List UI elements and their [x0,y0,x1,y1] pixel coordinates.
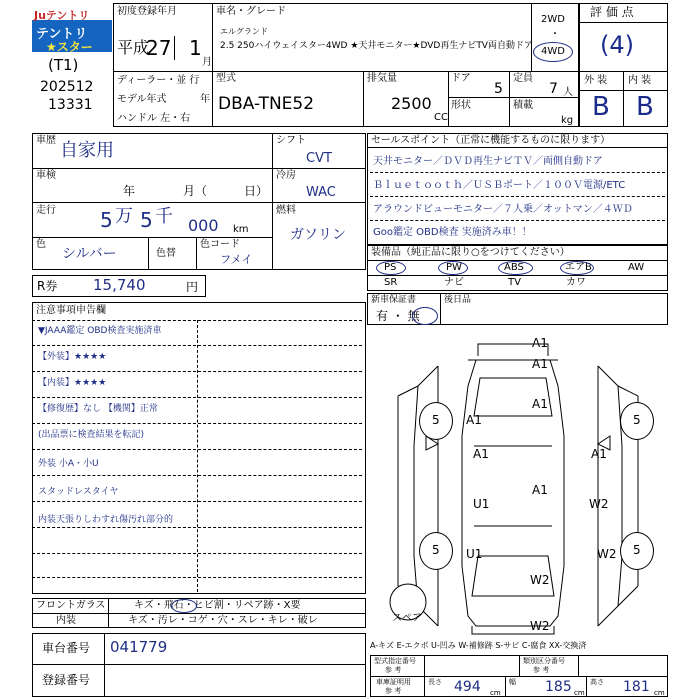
type-value: DBA-TNE52 [218,94,315,114]
interior-grade: B [636,92,654,122]
form-label: 型式指定番号 [374,657,416,665]
note-line: (出品票に検査結果を転記) [38,430,145,440]
equip-ps: PS [384,262,397,273]
doors-value: 5 [494,81,503,97]
damage-mark: A1 [532,397,548,411]
dealer-label: ディーラー・並 行 [117,75,200,86]
reg-year: 27 [146,36,172,60]
equip-abs: ABS [504,262,524,273]
exterior-grade: B [592,92,610,122]
glass-items: キズ・飛石・ヒビ割・リペア跡・X要 [134,600,301,611]
sales-point-line: 天井モニター／ＤＶＤ再生ナビＴＶ／両側自動ドア [373,156,603,167]
tire-mark: 5 [633,413,641,427]
color-code-label: 色コード [200,239,240,250]
shift-value: CVT [306,151,332,166]
doors-label: ドア [451,73,471,84]
glass-label: フロントガラス [36,600,106,611]
exterior-label: 外 装 [584,75,608,86]
equip-airbag-circle [560,261,594,275]
notes-label: 注意事項申告欄 [36,305,106,316]
tire-mark: 5 [432,413,440,427]
equip-abs-circle [498,261,533,275]
sales-point-line: アラウンドビューモニター／７人乗／オットマン／４ＷＤ [373,204,633,215]
equip-sr: SR [384,277,398,288]
height-label: 高さ [590,678,604,686]
mileage-unit: km [233,224,249,235]
ac-value: WAC [306,185,336,200]
note-line: 内装天張りしわすれ傷汚れ部分的 [38,515,174,525]
damage-mark: U1 [466,547,483,561]
equip-aw: AW [628,262,645,273]
type-label: 型式 [216,73,236,84]
damage-mark: U1 [473,497,490,511]
displacement-unit: CC [434,112,448,123]
fuel-value: ガソリン [290,227,346,243]
damage-mark: W2 [597,547,617,561]
damage-mark: W2 [530,573,550,587]
recycle-label: R券 [37,279,58,293]
tire-mark: 5 [432,543,440,557]
model-year-unit: 年 [200,94,210,105]
inspection-day: 日） [244,184,269,198]
note-line: 【修復歴】なし 【機関】正常 [38,404,158,414]
damage-mark: W2 [589,497,609,511]
era: 平成 [117,38,150,57]
damage-mark: A1 [473,447,489,461]
drive-4wd: 4WD [541,46,565,57]
class-label: 類別区分番号 [523,657,565,665]
note-line: スタッドレスタイヤ [38,487,119,497]
width-unit: cm [574,689,585,697]
car-name-label: 車名・グレード [216,6,286,17]
color-code-value: フメイ [220,253,253,266]
lot-number: 13331 [48,97,93,113]
equip-pw: PW [446,262,462,273]
note-line: 【内装】★★★★ [38,378,107,388]
logo-text-star: ★スター [46,40,93,54]
recycle-unit: 円 [186,280,199,294]
length-value: 494 [454,679,481,695]
capacity-value: 7 [549,81,558,97]
first-reg-label: 初度登録年月 [117,6,177,17]
equip-ps-circle [376,261,406,275]
capacity-unit: 人 [563,87,573,98]
sales-points-label: セールスポイント（正常に機能するものに限ります） [371,135,611,146]
width-label: 幅 [509,678,516,686]
displacement-label: 排気量 [367,73,397,84]
class-sub: 参 考 [533,666,550,674]
form-sub: 参 考 [385,666,402,674]
model-year-label: モデル年式 [117,94,167,105]
chassis-label: 車台番号 [42,641,91,655]
equip-pw-circle [438,261,468,275]
reg-month-unit: 月 [202,57,212,68]
drive-4wd-circle [533,42,573,62]
history-label: 車歴 [36,135,56,146]
car-damage-diagram [368,326,668,636]
inspection-year: 年 [123,184,136,198]
damage-mark: W2 [530,619,550,633]
color-change-label: 色替 [156,248,176,259]
fuel-label: 燃料 [276,205,296,216]
note-line: ▼JAAA鑑定 OBD検査実施済車 [38,326,162,336]
load-unit: kg [561,115,574,126]
tentori-logo [32,6,112,52]
warranty-value: 有 ・ 無 [376,309,420,323]
sales-point-line: Ｂｌｕｅｔｏｏｔｈ／ＵＳＢポート／１００Ｖ電源/ETC [373,180,626,191]
color-label: 色 [36,239,46,250]
damage-mark: A1 [591,447,607,461]
reg-number-label: 登録番号 [42,673,91,687]
damage-mark-center: A1 [532,483,548,497]
handle-label: ハンドル 左・右 [117,113,191,124]
height-unit: cm [654,689,665,697]
lot-date: 202512 [40,79,94,95]
delivery-label: 後日品 [444,295,472,305]
equip-navi: ナビ [444,277,464,288]
note-line: 外装 小A・小U [38,459,99,469]
length-unit: cm [490,689,501,697]
mileage-man: 5 [100,208,113,232]
logo-text-top: Juテントリ [34,9,90,22]
rating-score: (4) [600,31,634,59]
displacement-value: 2500 [391,94,432,113]
spare-label: スペア [392,613,422,624]
glass-interior-items: キズ・汚レ・コゲ・穴・スレ・キレ・破レ [128,615,318,626]
history-value: 自家用 [60,140,114,161]
shape-label: 形状 [451,100,471,111]
warranty-no-circle [412,307,438,325]
shift-label: シフト [276,135,306,146]
height-value: 181 [623,679,650,695]
mileage-rest: 000 [188,216,219,235]
ac-label: 冷房 [276,170,296,181]
rating-label: 評 価 点 [590,5,634,19]
reg-month: 1 [189,36,202,60]
interior-label: 内 装 [628,75,652,86]
width-value: 185 [545,679,572,695]
equipment-label: 装備品（純正品に限り○をつけてください） [371,247,570,258]
inspection-month: 月（ [183,184,208,198]
cert-sub: 参 考 [385,687,402,695]
header-box-top [113,3,579,72]
equip-leather: カワ [566,277,586,288]
mileage-man-unit: 万 [115,206,133,227]
equip-airbag: エアB [565,262,592,273]
capacity-label: 定員 [513,73,533,84]
load-label: 積載 [513,100,533,111]
color-value: シルバー [62,246,117,262]
note-line: 【外装】★★★★ [38,352,107,362]
recycle-value: 15,740 [93,276,146,294]
glass-chip-circle [171,599,197,613]
cert-label: 車庫証明用 [376,678,411,686]
drive-dot: ・ [550,29,560,40]
equip-tv: TV [508,277,521,288]
lot-code: (T1) [48,56,79,74]
damage-mark: A1 [532,357,548,371]
sales-point-line: Goo鑑定 OBD検査 実施済み車！！ [373,227,532,238]
logo-text-mid: テントリ [36,27,88,42]
inspection-label: 車検 [36,170,56,181]
damage-mark: A1 [466,413,482,427]
glass-interior-label: 内装 [56,615,76,626]
chassis-value: 041779 [110,638,168,656]
damage-mark: A1 [532,336,548,350]
car-name: エルグランド [220,27,268,36]
length-label: 長さ [428,678,442,686]
drive-2wd: 2WD [541,14,565,25]
car-grade: 2.5 250ハイウェイスター4WD ★天井モニター★DVD再生ナビTV両自動ドア [220,41,533,51]
damage-legend: A-キズ E-エクボ U-凹み W-補修跡 S-サビ C-腐食 XX-交換済 [370,641,587,650]
mileage-label: 走行 [36,205,56,216]
tire-mark: 5 [633,543,641,557]
warranty-label: 新車保証書 [371,295,417,305]
mileage-sen-unit: 千 [155,206,173,227]
mileage-sen: 5 [140,208,153,232]
